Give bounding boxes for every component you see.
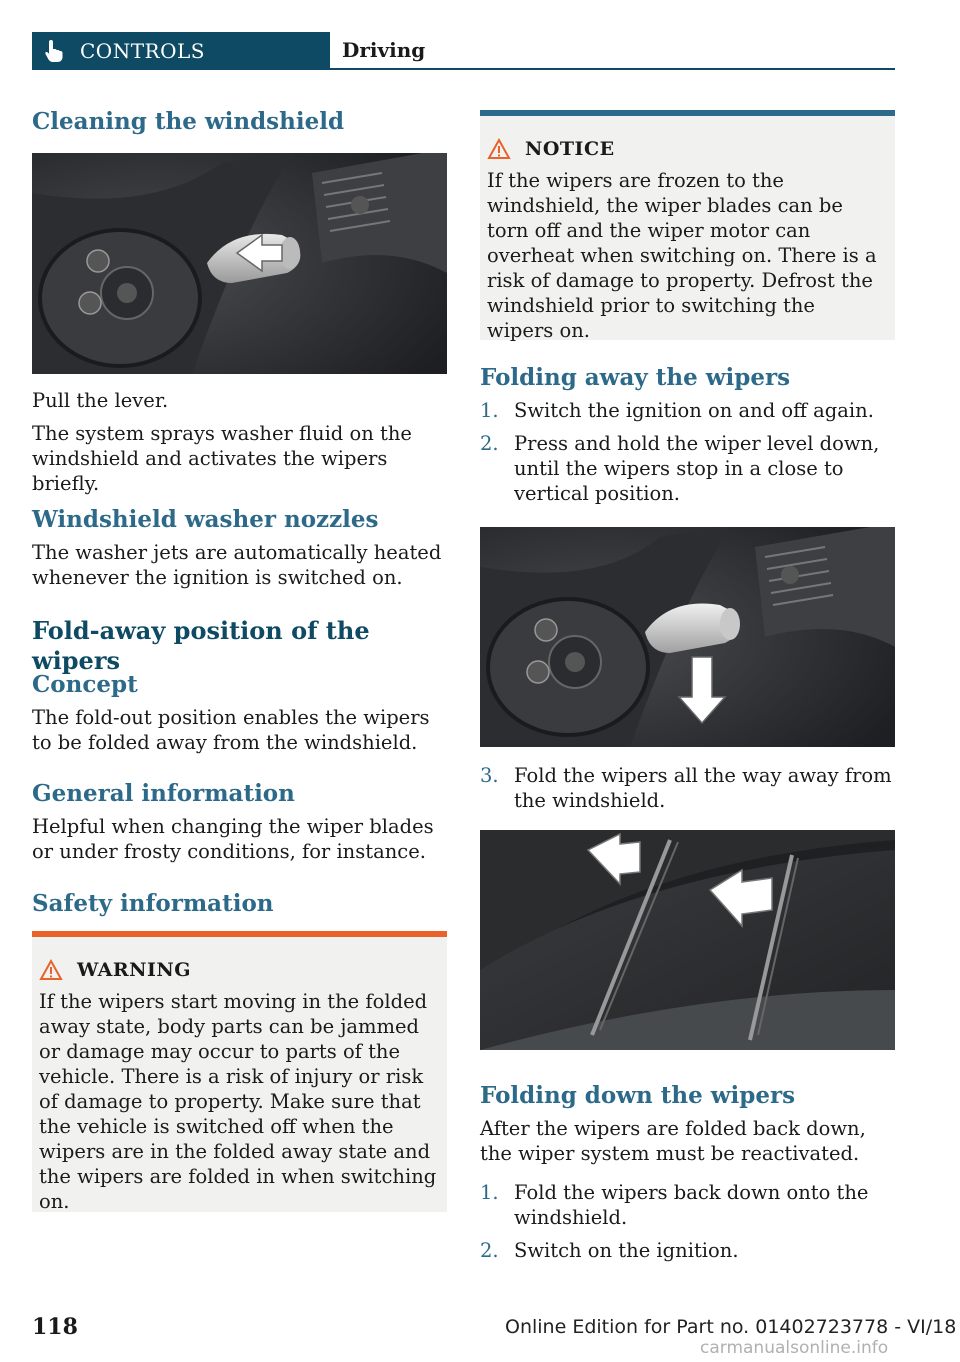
- general-heading: General information: [32, 780, 295, 807]
- edition-footer: Online Edition for Part no. 01402723778 - VI/18: [505, 1316, 957, 1338]
- warning-box: [32, 931, 447, 1212]
- list-item: [480, 1180, 895, 1230]
- folding-down-text: After the wipers are folded back down, the wiper system must be reactivated.: [480, 1117, 866, 1165]
- folding-down-steps: [480, 1180, 895, 1263]
- folding-away-steps-cont: [480, 763, 895, 813]
- folding-down-heading: Folding down the wipers: [480, 1082, 796, 1109]
- notice-box: [480, 110, 895, 340]
- step-text: Fold the wipers all the way away from the windshield.: [514, 764, 892, 812]
- folding-away-heading: Folding away the wipers: [480, 364, 791, 391]
- pull-lever-text: Pull the lever.: [32, 389, 169, 412]
- step-number: 1.: [480, 399, 499, 422]
- list-item: [480, 1238, 895, 1263]
- cleaning-body: [32, 388, 447, 496]
- step-text: Press and hold the wiper level down, until the wipers stop in a close to vertical position.: [514, 432, 880, 505]
- notice-title: [487, 138, 885, 160]
- nozzles-text: The washer jets are automatically heated whenever the ignition is switched on.: [32, 541, 442, 589]
- cleaning-title: [32, 108, 447, 136]
- watermark: carmanualsonline.info: [700, 1338, 889, 1358]
- foldaway-title: Fold-away position of the wipers: [32, 616, 370, 675]
- page-number: 118: [32, 1314, 78, 1340]
- nozzles-heading: Windshield washer nozzles: [32, 506, 379, 533]
- safety-heading: Safety information: [32, 890, 274, 917]
- concept-section: [32, 671, 447, 755]
- folding-away-step-3: [480, 763, 895, 813]
- hand-pointer-icon: [44, 39, 64, 63]
- heading-text: Cleaning the windshield: [32, 108, 345, 135]
- warning-text: If the wipers start moving in the folded away state, body parts can be jammed or damage may occur to parts of the vehicle. There is a risk of injury or risk of damage to property. Make sure that the vehicle is switched off when the wipers are in the folded away state and the wipers are folded in when switching on.: [39, 990, 437, 1213]
- folding-away-steps: [480, 398, 895, 506]
- step-number: 3.: [480, 764, 499, 787]
- notice-text: If the wipers are frozen to the windshield, the wiper blades can be torn off and the wiper motor can overheat when switching on. There is a risk of damage to property. Defrost the windshield prior to switching the wipers on.: [487, 169, 877, 342]
- warning-triangle-icon: [487, 138, 511, 160]
- step-number: 1.: [480, 1181, 499, 1204]
- step-text: Fold the wipers back down onto the windshield.: [514, 1181, 869, 1229]
- section-tab-controls: [32, 32, 330, 70]
- folding-away-section: [480, 364, 895, 506]
- step-text: Switch on the ignition.: [514, 1239, 739, 1262]
- folding-down-section: [480, 1082, 895, 1263]
- steering-lever-down-image: [480, 527, 895, 747]
- safety-section: [32, 890, 447, 918]
- chapter-header: [330, 32, 895, 70]
- step-number: 2.: [480, 432, 499, 455]
- step-number: 2.: [480, 1239, 499, 1262]
- step-text: Switch the ignition on and off again.: [514, 399, 874, 422]
- warning-label: WARNING: [77, 959, 192, 981]
- general-text: Helpful when changing the wiper blades or under frosty conditions, for instance.: [32, 815, 434, 863]
- spray-text: The system sprays washer fluid on the windshield and activates the wipers briefly.: [32, 422, 412, 495]
- concept-heading: Concept: [32, 671, 138, 698]
- steering-lever-pull-image: [32, 153, 447, 374]
- section-label: CONTROLS: [80, 39, 205, 63]
- list-item: [480, 763, 895, 813]
- foldaway-heading: [32, 616, 447, 676]
- general-section: [32, 780, 447, 864]
- list-item: [480, 431, 895, 506]
- notice-label: NOTICE: [525, 138, 615, 160]
- chapter-label: Driving: [342, 38, 426, 62]
- list-item: [480, 398, 895, 423]
- warning-title: [39, 959, 437, 981]
- nozzles-section: [32, 506, 447, 590]
- concept-text: The fold-out position enables the wipers to be folded away from the windshield.: [32, 706, 430, 754]
- warning-triangle-icon: [39, 959, 63, 981]
- windshield-wipers-image: [480, 830, 895, 1050]
